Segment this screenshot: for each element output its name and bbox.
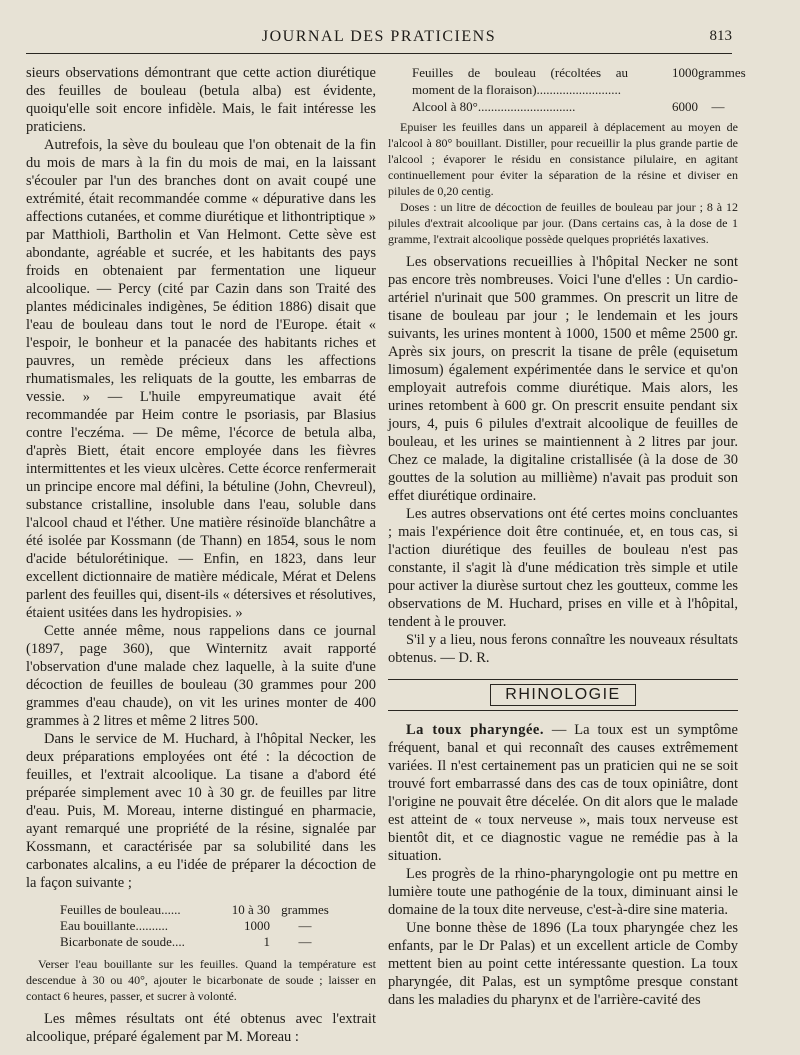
dosage-note: Doses : un litre de décoction de feuilles de bouleau par jour ; 8 à 12 pilules d'extrait alcoolique par jour. (Dans certains cas, à la dose de 1 gramme, l'extrait alcoolique possède quelques propriétés laxatives. bbox=[388, 200, 738, 246]
ingredient-name: Alcool à 80°.............................. bbox=[412, 99, 576, 114]
recipe-note: Epuiser les feuilles dans un appareil à déplacement au moyen de l'alcool à 80° bouillant. Distiller, pour recueillir la plus grande partie de l'alcool ; évaporer le résidu en consistance pilulaire, en agitant continuellement pour éviter la séparation de la résine et diviser en pilules de 0,20 centig. bbox=[388, 120, 738, 198]
recipe-row bbox=[60, 918, 376, 934]
paragraph bbox=[388, 721, 738, 865]
recipe-row bbox=[60, 934, 376, 950]
ingredient-qty: 10 à 30 bbox=[231, 902, 270, 917]
paragraph: Cette année même, nous rappelions dans ce journal (1897, page 360), que Winternitz avait rapporté l'observation d'une malade chez laquelle, à la suite d'une décoction de feuilles de bouleau (30 grammes pour 200 grammes d'eau chaude), on vit les urines monter de 400 grammes à 2 litres et même 2 litres 500. bbox=[26, 623, 376, 729]
ingredient-unit: — bbox=[298, 934, 312, 949]
recipe-note: Verser l'eau bouillante sur les feuilles. Quand la température est descendue à 30 ou 40°, ajouter le bicarbonate de soude ; laisser en contact 6 heures, passer, et sucrer à volonté. bbox=[26, 957, 376, 1003]
running-header bbox=[26, 28, 732, 50]
ingredient-unit: — bbox=[711, 99, 725, 114]
article-lead: La toux pharyngée. bbox=[406, 722, 544, 738]
recipe-row bbox=[60, 902, 376, 918]
left-column bbox=[26, 64, 376, 1046]
ingredient-unit: grammes bbox=[281, 902, 329, 917]
paragraph: S'il y a lieu, nous ferons connaître les nouveaux résultats obtenus. — D. R. bbox=[388, 632, 738, 666]
ingredient-name: Feuilles de bouleau...... bbox=[60, 902, 181, 917]
decoction-recipe bbox=[60, 902, 376, 950]
paragraph: Les observations recueillies à l'hôpital Necker ne sont pas encore très nombreuses. Voici l'une d'elles : Un cardio-artériel n'urinait que 500 grammes. On prescrit un litre de tisane de bouleau par jour ; le lendemain et les jours suivants, les urines montent à 1000, 1500 et même 2500 gr. Après six jours, on prescrit la tisane de prêle (equisetum limosum) également expérimentée dans le service et qu'on employait autrefois comme diurétique. Mais alors, les urines retombent à 600 gr. On prescrit ensuite pendant six jours, 4, puis 6 pilules d'extrait alcoolique de feuilles de bouleau, et les urines se maintiennent à 2 litres par jour. Chez ce malade, la digitaline cristallisée (à la dose de 30 gouttes de la solution au millième) n'avait pas produit son effet diurétique ordinaire. bbox=[388, 254, 738, 504]
header-rule bbox=[26, 53, 732, 54]
paragraph: Les mêmes résultats ont été obtenus avec l'extrait alcoolique, préparé également par M. Moreau : bbox=[26, 1011, 376, 1045]
paragraph: Autrefois, la sève du bouleau que l'on obtenait de la fin du mois de mars à la fin du mois de mai, en la laissant s'écouler par l'un des branches dont on avait coupé une extrémité, était recommandée comme « dépurative dans les affections cutanées, et comme diurétique et lithontriptique » par Matthioli, Bartholin et Van Helmont. Cette sève est abondante, agréable et sucrée, et les habitants des pays froids en obtenaient par fermentation une liqueur alcoolique. — Percy (cité par Cazin dans son Traité des plantes médicinales indigènes, 5e édition 1886) disait que l'eau de bouleau dans tout le nord de l'Europe. était « l'espoir, le bonheur et la panacée des habitants riches et pauvres, un remède précieux dans les affections rhumatismales, les reliquats de la goutte, les embarras de vessie. » — L'huile empyreumatique avait été recommandée par Heim contre le psoriasis, par Blasius contre l'eczéma. — De même, l'écorce de betula alba, d'après Biett, était encore employée dans les fièvres intermittentes et les vieux ulcères. Cette écorce renfermerait un principe encore mal défini, la bétuline (John, Chevreul), substance cristalline, insoluble dans l'eau, soluble dans l'alcool chaud et l'éther. Une matière résinoïde blanchâtre a été isolée par Kossmann (de Thann) en 1854, sous le nom d'acide bétulorétinique. — Enfin, en 1823, dans leur excellent dictionnaire de matière médicale, Mérat et Delens parlent des feuilles qui, disent-ils « détersives et résolutives, étaient usitées dans les hydropisies. » bbox=[26, 137, 376, 621]
paragraph: Les autres observations ont été certes moins concluantes ; mais l'expérience doit être continuée, et, en tous cas, si l'action diurétique des feuilles de bouleau n'est pas constante, il s'agit là d'une médication très simple et utile pour activer la diurèse surtout chez les goutteux, comme les observations de M. Huchard, prises en ville et à l'hôpital, tendent à le prouver. bbox=[388, 506, 738, 630]
journal-title: JOURNAL DES PRATICIENS bbox=[261, 28, 497, 45]
page-number: 813 bbox=[709, 28, 732, 44]
ingredient-qty: 1000 bbox=[244, 918, 270, 933]
ingredient-unit: — bbox=[298, 918, 312, 933]
paragraph: Une bonne thèse de 1896 (La toux pharyngée chez les enfants, par le Dr Palas) et un excellent article de Comby mettent bien au point cette intéressante question. La toux pharyngée, dit Palas, est un symptôme presque constant dans les maladies du pharynx et de l'arrière-cavité des bbox=[388, 920, 738, 1008]
ingredient-name: Eau bouillante.......... bbox=[60, 918, 168, 933]
recipe-row bbox=[412, 64, 746, 98]
paragraph: Les progrès de la rhino-pharyngologie ont pu mettre en lumière toute une pathogénie de la toux, diminuant ainsi le domaine de la toux dite nerveuse, c'est-à-dire sine materia. bbox=[388, 866, 738, 918]
ingredient-name: Feuilles de bouleau (récoltées au moment de la floraison).......................... bbox=[412, 65, 628, 97]
ingredient-name: Bicarbonate de soude.... bbox=[60, 934, 185, 949]
paragraph: Dans le service de M. Huchard, à l'hôpital Necker, les deux préparations employées ont été : la décoction de feuilles, et l'extrait alcoolique. La tisane a d'abord été préparée simplement avec 10 à 30 gr. de feuilles par litre d'eau. Puis, M. Moreau, interne distingué en pharmacie, ayant remarqué une propriété de la résine, signalée par Kossmann, et caractérisée par sa solubilité dans les carbonates alcalins, a eu l'idée de préparer la décoction de la façon suivante ; bbox=[26, 731, 376, 891]
ingredient-qty: 1000 bbox=[672, 65, 698, 80]
section-title: RHINOLOGIE bbox=[490, 684, 635, 706]
section-heading bbox=[388, 679, 738, 711]
article-text: — La toux est un symptôme fréquent, banal et qui reconnaît des causes extrêmement variées. Il n'est certainement pas un praticien qui ne se soit trouvé fort embarrassé dans des cas de toux opiniâtre, dont l'origine ne pouvait être décelée. On dit alors que le malade est atteint de « toux nerveuse », mais toux nerveuse est bientôt dit, et ce diagnostic vague ne remédie pas à la situation. bbox=[388, 722, 738, 864]
right-column bbox=[388, 64, 746, 1009]
extract-recipe bbox=[412, 64, 746, 115]
ingredient-qty: 1 bbox=[263, 934, 270, 949]
ingredient-qty: 6000 bbox=[672, 99, 698, 114]
ingredient-unit: grammes bbox=[698, 65, 746, 80]
paragraph: sieurs observations démontrant que cette action diurétique des feuilles de bouleau (betula alba) est évidente, quoiqu'elle soit encore infidèle. Mais, le fait intéresse les praticiens. bbox=[26, 65, 376, 135]
recipe-row bbox=[412, 98, 738, 115]
